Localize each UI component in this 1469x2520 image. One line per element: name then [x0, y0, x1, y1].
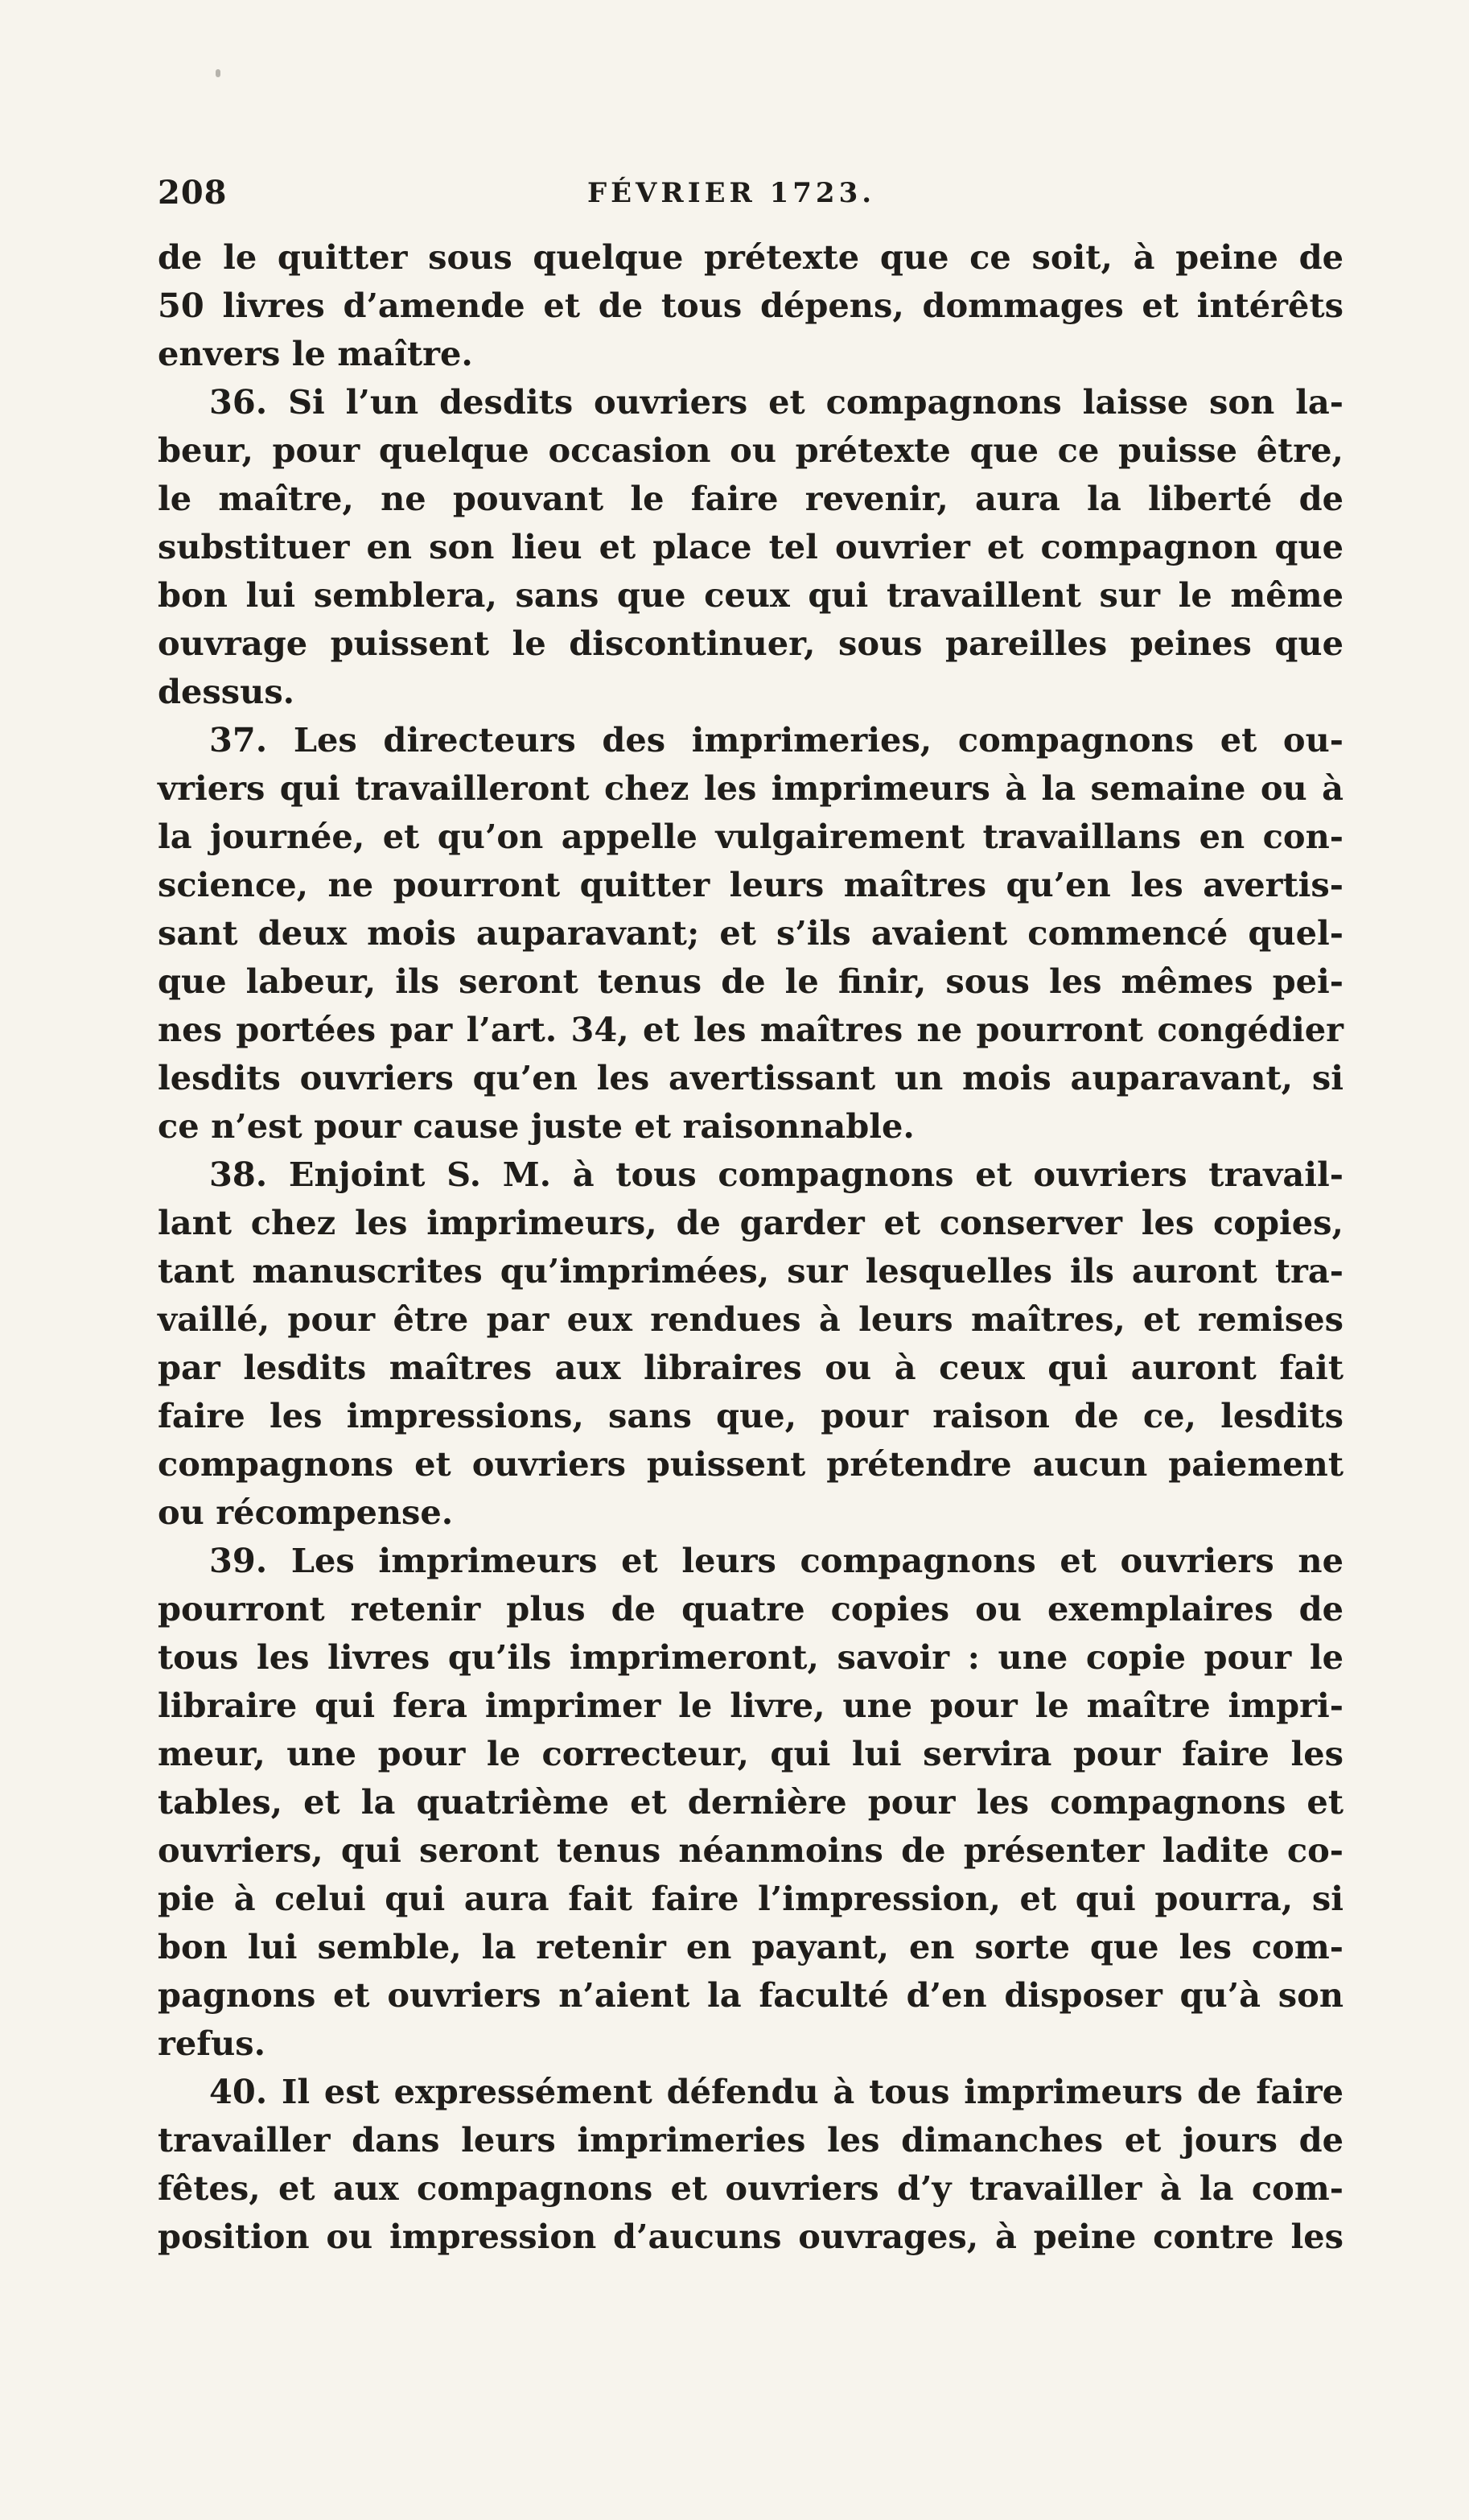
- text-line: meur, une pour le correcteur, qui lui servira pour faire les: [158, 1734, 1343, 1773]
- text-line: compagnons et ouvriers puissent prétendre aucun paiement: [158, 1444, 1343, 1484]
- text-line: fêtes, et aux compagnons et ouvriers d’y travailler à la com-: [158, 2168, 1343, 2208]
- text-line: lesdits ouvriers qu’en les avertissant un mois auparavant, si: [158, 1058, 1343, 1097]
- text-line: substituer en son lieu et place tel ouvrier et compagnon que: [158, 527, 1343, 566]
- text-line: lant chez les imprimeurs, de garder et conserver les copies,: [158, 1203, 1343, 1242]
- text-line: la journée, et qu’on appelle vulgairement travaillans en con-: [158, 817, 1343, 856]
- page-number: 208: [158, 174, 228, 212]
- text-line: faire les impressions, sans que, pour raison de ce, lesdits: [158, 1396, 1343, 1435]
- article-39-start: 39. Les imprimeurs et leurs compagnons et ouvriers ne: [209, 1541, 1343, 1580]
- article-37-start: 37. Les directeurs des imprimeries, compagnons et ou-: [209, 720, 1343, 760]
- text-line: par lesdits maîtres aux libraires ou à ceux qui auront fait: [158, 1348, 1343, 1387]
- text-line: ce n’est pour cause juste et raisonnable.: [158, 1106, 915, 1146]
- text-line: ouvrage puissent le discontinuer, sous pareilles peines que: [158, 624, 1343, 663]
- paper-speck: [216, 69, 220, 77]
- article-36-start: 36. Si l’un desdits ouvriers et compagnons laisse son la-: [209, 382, 1343, 422]
- text-line: le maître, ne pouvant le faire revenir, aura la liberté de: [158, 479, 1343, 518]
- text-line: bon lui semble, la retenir en payant, en sorte que les com-: [158, 1927, 1343, 1966]
- text-line: libraire qui fera imprimer le livre, une pour le maître impri-: [158, 1686, 1343, 1725]
- running-head: [158, 171, 1343, 219]
- text-line: vaillé, pour être par eux rendues à leurs maîtres, et remises: [158, 1299, 1343, 1339]
- text-line: bon lui semblera, sans que ceux qui travaillent sur le même: [158, 575, 1343, 615]
- text-line: ouvriers, qui seront tenus néanmoins de présenter ladite co-: [158, 1830, 1343, 1870]
- article-38-start: 38. Enjoint S. M. à tous compagnons et ouvriers travail-: [209, 1155, 1343, 1194]
- text-line: nes portées par l’art. 34, et les maîtres ne pourront congédier: [158, 1010, 1343, 1049]
- text-line: position ou impression d’aucuns ouvrages, à peine contre les: [158, 2217, 1343, 2256]
- text-line: que labeur, ils seront tenus de le finir, sous les mêmes pei-: [158, 961, 1343, 1001]
- text-line: tables, et la quatrième et dernière pour les compagnons et: [158, 1782, 1343, 1822]
- text-line: dessus.: [158, 672, 295, 711]
- text-line: pagnons et ouvriers n’aient la faculté d’en disposer qu’à son: [158, 1975, 1343, 2015]
- text-line: 50 livres d’amende et de tous dépens, dommages et intérêts: [158, 286, 1343, 325]
- text-line: beur, pour quelque occasion ou prétexte que ce puisse être,: [158, 430, 1343, 470]
- text-line: tous les livres qu’ils imprimeront, savoir : une copie pour le: [158, 1637, 1343, 1677]
- body-text: [158, 233, 1343, 2261]
- text-line: pourront retenir plus de quatre copies ou exemplaires de: [158, 1589, 1343, 1629]
- text-line: science, ne pourront quitter leurs maîtres qu’en les avertis-: [158, 865, 1343, 904]
- text-line: vriers qui travailleront chez les imprimeurs à la semaine ou à: [158, 768, 1343, 808]
- running-title: FÉVRIER 1723.: [587, 177, 876, 209]
- text-line: pie à celui qui aura fait faire l’impression, et qui pourra, si: [158, 1879, 1343, 1918]
- text-line: ou récompense.: [158, 1493, 454, 1532]
- text-line: sant deux mois auparavant; et s’ils avaient commencé quel-: [158, 913, 1343, 953]
- article-40-start: 40. Il est expressément défendu à tous imprimeurs de faire: [209, 2072, 1343, 2111]
- text-line: travailler dans leurs imprimeries les dimanches et jours de: [158, 2120, 1343, 2160]
- text-line: refus.: [158, 2024, 266, 2063]
- text-line: de le quitter sous quelque prétexte que ce soit, à peine de: [158, 237, 1343, 277]
- text-line: tant manuscrites qu’imprimées, sur lesquelles ils auront tra-: [158, 1251, 1343, 1291]
- text-line: envers le maître.: [158, 334, 473, 373]
